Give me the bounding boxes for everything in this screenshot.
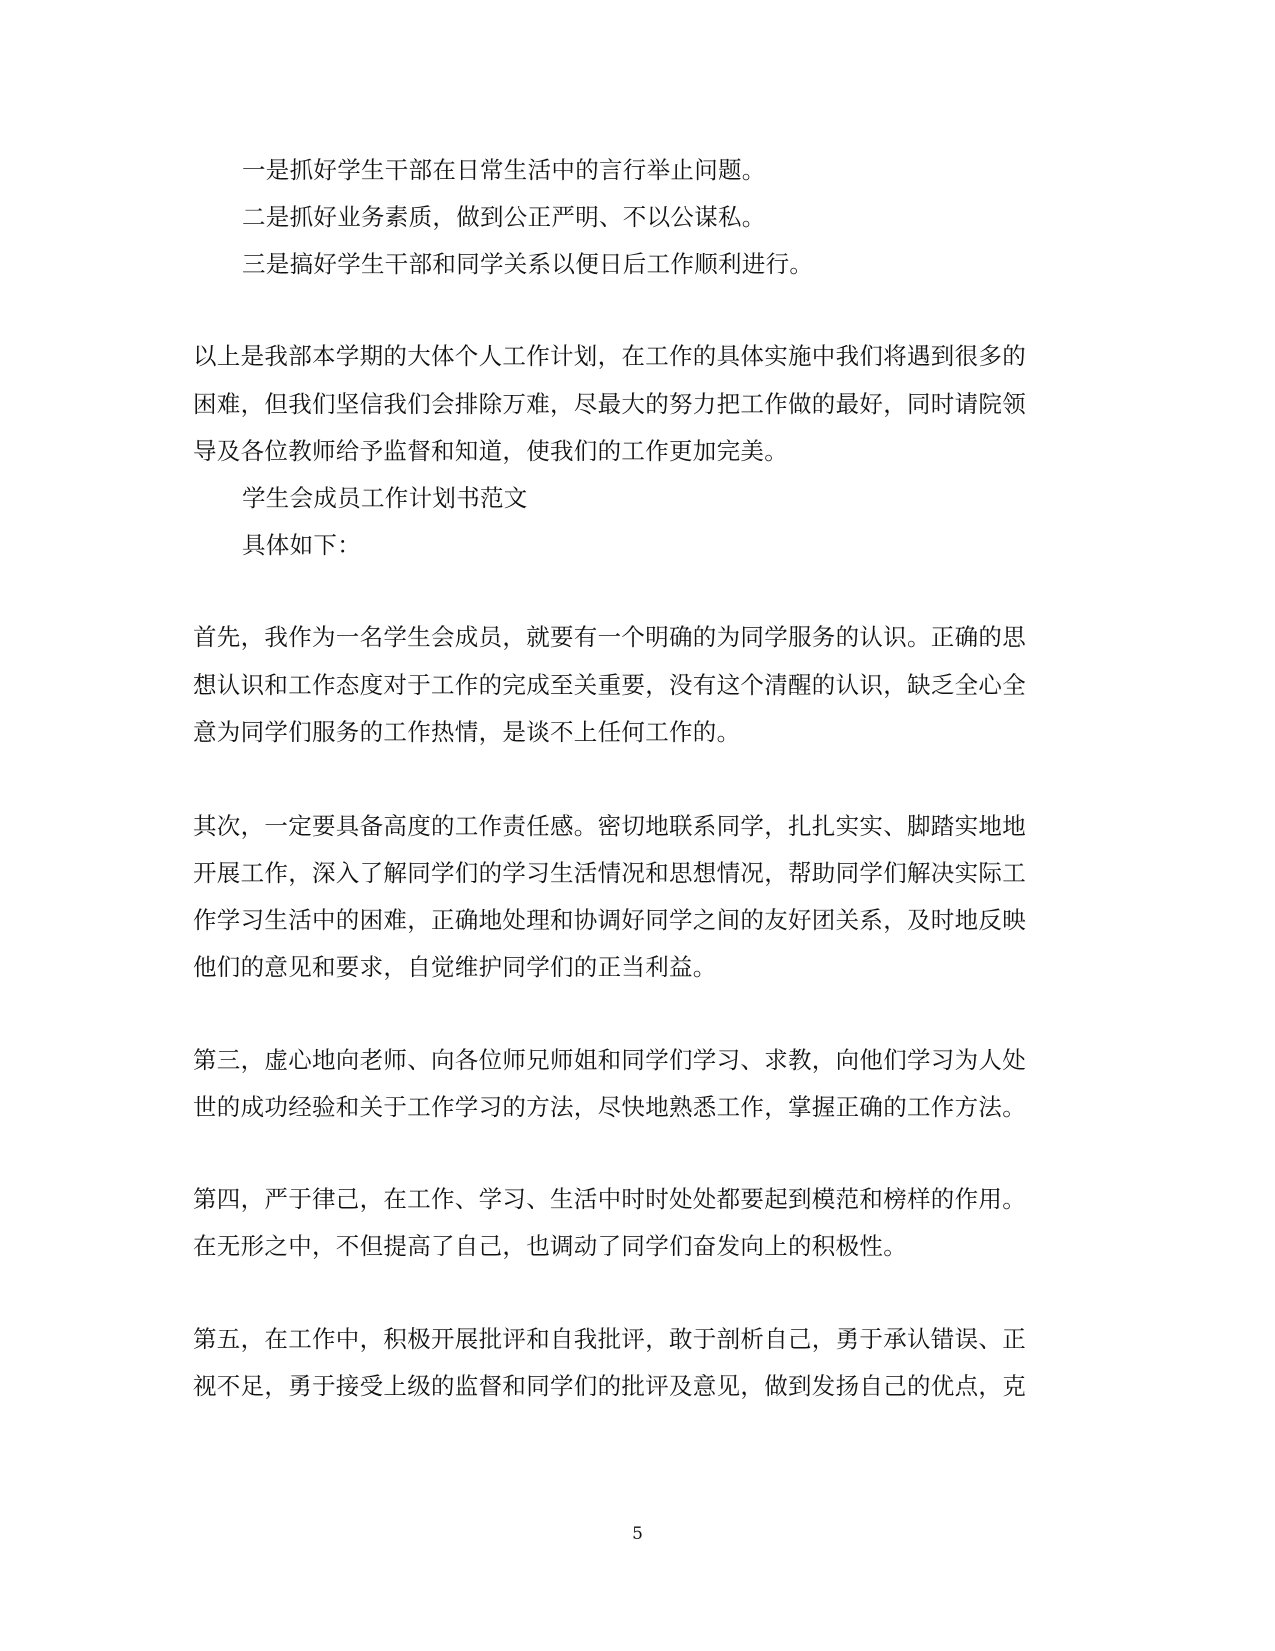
section-heading: 学生会成员工作计划书范文 [242, 484, 528, 512]
paragraph-first-line-1: 首先，我作为一名学生会成员，就要有一个明确的为同学服务的认识。正确的思 [193, 623, 1026, 651]
paragraph-third-line-1: 第三，虚心地向老师、向各位师兄师姐和同学们学习、求教，向他们学习为人处 [193, 1046, 1026, 1074]
paragraph-first-line-3: 意为同学们服务的工作热情，是谈不上任何工作的。 [193, 718, 741, 746]
paragraph-fifth-line-2: 视不足，勇于接受上级的监督和同学们的批评及意见，做到发扬自己的优点，克 [193, 1372, 1026, 1400]
paragraph-fifth-line-1: 第五，在工作中，积极开展批评和自我批评，敢于剖析自己，勇于承认错误、正 [193, 1325, 1026, 1353]
paragraph-second-line-1: 其次，一定要具备高度的工作责任感。密切地联系同学，扎扎实实、脚踏实地地 [193, 812, 1026, 840]
list-item-3: 三是搞好学生干部和同学关系以便日后工作顺利进行。 [242, 250, 814, 278]
page-number: 5 [632, 1524, 643, 1544]
paragraph-third-line-2: 世的成功经验和关于工作学习的方法，尽快地熟悉工作，掌握正确的工作方法。 [193, 1093, 1026, 1121]
list-item-2: 二是抓好业务素质，做到公正严明、不以公谋私。 [242, 203, 766, 231]
paragraph-second-line-4: 他们的意见和要求，自觉维护同学们的正当利益。 [193, 953, 717, 981]
paragraph-fourth-line-1: 第四，严于律己，在工作、学习、生活中时时处处都要起到模范和榜样的作用。 [193, 1185, 1026, 1213]
paragraph-summary-line-1: 以上是我部本学期的大体个人工作计划，在工作的具体实施中我们将遇到很多的 [193, 342, 1026, 370]
intro-line: 具体如下： [242, 531, 361, 559]
paragraph-fourth-line-2: 在无形之中，不但提高了自己，也调动了同学们奋发向上的积极性。 [193, 1232, 907, 1260]
paragraph-second-line-3: 作学习生活中的困难，正确地处理和协调好同学之间的友好团关系，及时地反映 [193, 906, 1026, 934]
paragraph-summary-line-3: 导及各位教师给予监督和知道，使我们的工作更加完美。 [193, 437, 788, 465]
list-item-1: 一是抓好学生干部在日常生活中的言行举止问题。 [242, 156, 766, 184]
paragraph-first-line-2: 想认识和工作态度对于工作的完成至关重要，没有这个清醒的认识，缺乏全心全 [193, 671, 1026, 699]
paragraph-summary-line-2: 困难，但我们坚信我们会排除万难，尽最大的努力把工作做的最好，同时请院领 [193, 390, 1026, 418]
paragraph-second-line-2: 开展工作，深入了解同学们的学习生活情况和思想情况，帮助同学们解决实际工 [193, 859, 1026, 887]
